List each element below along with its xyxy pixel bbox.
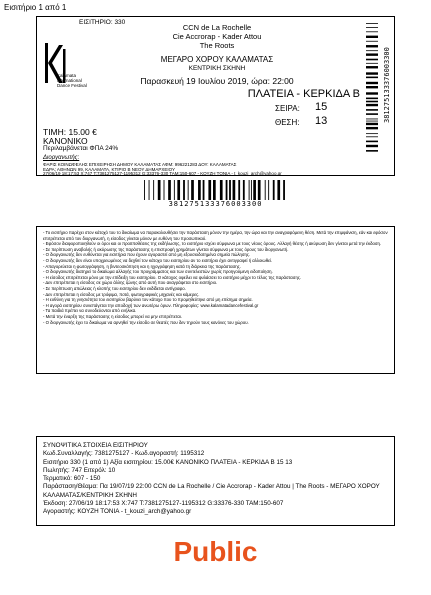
barcode-bar (153, 180, 154, 200)
barcode-bar (366, 50, 378, 51)
barcode-bar (366, 63, 378, 64)
barcode-bar (366, 141, 378, 143)
barcode-bar (183, 180, 185, 200)
event-datetime: Παρασκευή 19 Ιουλίου 2019, ώρα: 22:00 (140, 76, 294, 86)
summary-line: Κωδ.Συναλλαγής: 7381275127 - Κωδ.αγοραστή: 1195312 (43, 450, 205, 458)
barcode-bar (243, 180, 245, 200)
summary-line: Τερματικό: 607 - 150 (43, 475, 101, 483)
terms-item: - Η είσοδος επιτρέπεται μόνο με την επίδειξη του εισιτηρίου. Ο κάτοχος οφείλει να φυλάσσει το εισιτήριο μέχρι το τέλος της παράστασης. (43, 274, 302, 280)
barcode-bar (366, 45, 378, 47)
barcode-bar (188, 180, 189, 200)
barcode-bar (366, 145, 378, 147)
seat-label: ΘΕΣΗ: (275, 118, 300, 127)
barcode-bar (366, 127, 378, 129)
barcode-bar (366, 77, 378, 79)
event-line-2: Cie Accrorap - Kader Attou (172, 32, 262, 41)
terms-item: - Ο διοργανωτής δεν ευθύνεται για εισιτήρια που έχουν αγοραστεί από μη εξουσιοδοτημένα σημεία πώλησης. (43, 252, 251, 258)
barcode-bar (144, 180, 145, 200)
terms-item: - Η αγορά εισιτηρίου συνεπάγεται την αποδοχή των ανωτέρω όρων. Πληροφορίες: www.kalamatadancefestival.gr (43, 302, 259, 308)
terms-item: - Σε περίπτωση απώλειας ή κλοπής του εισιτηρίου δεν εκδίδεται αντίγραφο. (43, 285, 186, 291)
ticket-category: ΚΑΝΟΝΙΚΟ (43, 136, 88, 146)
barcode-bar (277, 180, 280, 200)
terms-item: - Το εισιτήριο παρέχει στον κάτοχό του το δικαίωμα να παρακολουθήσει την παράσταση μόνον την ημέρα, την ώρα και την αναγραφόμενη θέση. Μετά την επιμφάνιση, εάν και εφόσον επιτρέπεται από τον διοργανωτή, η είσοδος γίνεται μόνον με ευθύνη του προσωπικού. (43, 230, 388, 241)
summary-lines (43, 450, 388, 516)
horizontal-barcode (144, 180, 288, 200)
barcode-bar (251, 180, 252, 200)
barcode-bar (366, 31, 378, 32)
barcode-bar (229, 180, 231, 200)
seating-zone: ΠΛΑΤΕΙΑ - ΚΕΡΚΙΔΑ Β (247, 88, 360, 100)
summary-title: ΣΥΝΟΨΙΤΙΚΑ ΣΤΟΙΧΕΙΑ ΕΙΣΙΤΗΡΙΟΥ (43, 442, 148, 449)
barcode-bar (208, 180, 211, 200)
terms-item: - Δεν επιτρέπεται η είσοδος σε χώρο άλλης ζώνης από αυτή που αναγράφεται στο εισιτήριο. (43, 280, 218, 286)
barcode-bar (366, 92, 378, 94)
barcode-bar (366, 36, 378, 38)
barcode-bar (366, 98, 378, 100)
barcode-bar (198, 180, 201, 200)
terms-item: - Ο διοργανωτής διατηρεί το δικαίωμα αλλαγής του προγράμματος και των συντελεστών χωρίς προηγούμενη ειδοποίηση. (43, 269, 273, 275)
barcode-bar (366, 123, 378, 125)
barcode-bar (233, 180, 236, 200)
summary-line: ΚΑΛΑΜΑΤΑΣ/ΚΕΝΤΡΙΚΗ ΣΚΗΝΗ (43, 491, 137, 499)
barcode-bar (177, 180, 180, 200)
barcode-bar (174, 180, 175, 200)
barcode-bar (366, 101, 378, 103)
barcode-bar (258, 180, 261, 200)
barcode-bar (366, 86, 378, 88)
summary-line: Πωλητής: 747 Ειτερόλ: 10 (43, 466, 116, 474)
barcode-bar (249, 180, 250, 200)
logo-subtitle: Kalamata International Dance Festival (57, 73, 87, 88)
barcode-bar (366, 53, 378, 55)
barcode-bar (366, 59, 378, 61)
barcode-bar (168, 180, 171, 200)
event-line-3: The Roots (199, 41, 235, 50)
barcode-number: 381275133376003300 (168, 200, 263, 208)
barcode-bar (149, 180, 150, 200)
barcode-bar (366, 136, 378, 137)
summary-line: Εισιτήριο 330 (1 από 1) Αξία εισιτηρίου: 15.00€ ΚΑΝΟΝΙΚΟ ΠΛΑΤΕΙΑ - ΚΕΡΚΙΔΑ Β 15 13 (43, 458, 293, 466)
organizer-address: ΕΔΡΑ: ΑΘΗΝΩΝ 99, ΚΑΛΑΜΑΤΑ, ΚΤΙΡΙΟ Β ΝΕΟΥ ΔΗΜΑΡΧΕΙΟΥ (43, 167, 175, 172)
barcode-bar (158, 180, 161, 200)
issue-line: 27/06/19 18:17:53 X:747 T:7381275127-1195312 G:33376-330 TAM:150-607 - ΚΟΥΖΗ ΤΟΝΙΑ - t_kouzi_arch@yahoo.gr (43, 171, 282, 176)
barcode-bar (220, 180, 223, 200)
organizer-label: Διοργανωτής: (43, 155, 80, 161)
terms-item: - Εφόσον διαφοροποιηθούν οι όροι και οι προϋποθέσεις της εκδήλωσης, το εισιτήριο ισχύει σύμφωνα με τους νέους όρους. Αλλαγή θέσης ή ακύρωση δεν γίνεται μετά την έκδοση. (43, 241, 382, 247)
venue: ΜΕΓΑΡΟ ΧΟΡΟΥ ΚΑΛΑΜΑΤΑΣ (160, 55, 274, 64)
barcode-bar (366, 150, 378, 152)
barcode-bar (366, 109, 378, 111)
barcode-bar (283, 180, 285, 200)
stage: ΚΕΝΤΡΙΚΗ ΣΚΗΝΗ (188, 65, 246, 72)
barcode-bar (164, 180, 165, 200)
barcode-bar (366, 66, 378, 68)
barcode-bar (366, 41, 378, 42)
barcode-bar (273, 180, 275, 200)
terms-item: - Απαγορεύεται η φωτογράφηση, η βιντεοσκόπηση και η ηχογράφηση κατά τη διάρκεια της παράστασης. (43, 263, 241, 269)
barcode-bar (268, 180, 269, 200)
summary-line: Αγοραστής: ΚΟΥΖΗ ΤΟΝΙΑ - t_kouzi_arch@yahoo.gr (43, 508, 192, 516)
terms-item: - Μετά την έναρξη της παράστασης η είσοδος μπορεί να μην επιτρέπεται. (43, 313, 183, 319)
terms-item: - Ο διοργανωτής έχει το δικαίωμα να αρνηθεί την είσοδο σε θεατές που δεν τηρούν τους κανόνες του χώρου. (43, 319, 249, 325)
event-line-1: CCN de La Rochelle (182, 23, 252, 32)
seat-value: 13 (315, 115, 328, 127)
terms-item: - Τα παιδιά πρέπει να συνοδεύονται από ενήλικα. (43, 308, 137, 314)
barcode-bar (203, 180, 205, 200)
barcode-bar (366, 113, 378, 115)
summary-box (36, 436, 395, 526)
barcode-bar (366, 119, 378, 120)
terms-item: - Δεν επιτρέπεται η είσοδος με τρόφιμα, ποτά, φωτογραφικές μηχανές και κάμερες. (43, 291, 200, 297)
row-value: 15 (315, 101, 328, 113)
barcode-bar (366, 133, 378, 134)
page-label: Εισιτήριο 1 από 1 (4, 3, 67, 12)
organizer-name: ΦΑΡΙΣ ΚΟΙΝΩΦΕΛΗΣ ΕΠΙΧΕΙΡΗΣΗ ΔΗΜΟΥ ΚΑΛΑΜΑΤΑΣ ΑΦΜ: 996221283 ΔΟΥ: ΚΑΛΑΜΑΤΑΣ (43, 162, 237, 167)
barcode-bar (366, 23, 378, 24)
barcode-bar (226, 180, 228, 200)
terms-item: - Σε περίπτωση αναβολής ή ακύρωσης της παράστασης η επιστροφή χρημάτων γίνεται σύμφωνα με τους όρους του διοργανωτή. (43, 246, 289, 252)
vat-note: Περιλαμβάνεται ΦΠΑ 24% (43, 145, 119, 152)
barcode-bar (366, 121, 378, 122)
terms-box (36, 226, 395, 374)
ticket-price: ΤΙΜΗ: 15.00 € (43, 127, 97, 137)
barcode-bar (366, 27, 378, 28)
ticket (36, 16, 395, 176)
vertical-barcode-number: 381275133376003300 (383, 47, 391, 123)
summary-line: Έκδοση: 27/06/19 18:17:53 X:747 T:7381275127-1195312 G:33376-330 TAM:150-607 (43, 500, 284, 508)
barcode-bar (238, 180, 240, 200)
summary-line: Παράσταση/Θέαμα: Πα 19/07/19 22:00 CCN de La Rochelle / Cie Accrorap - Kader Attou | The Roots - ΜΕΓΑΡΟ ΧΟΡΟΥ (43, 483, 380, 491)
terms-item: - Η ευθύνη για τη γνησιότητα του εισιτηρίου βαρύνει τον κάτοχο που το προμηθεύτηκε από μη επίσημα σημεία. (43, 297, 253, 303)
public-logo: Public (173, 536, 258, 567)
barcode-bar (366, 104, 378, 106)
barcode-bar (213, 180, 216, 200)
barcode-bar (366, 82, 378, 84)
barcode-bar (191, 180, 194, 200)
row-label: ΣΕΙΡΑ: (275, 104, 300, 113)
terms-item: - Ο διοργανωτής δεν είναι υποχρεωμένος να δεχθεί τον κάτοχο του εισιτηρίου αν το εισιτήριο έχει αντιγραφεί ή αλλοιωθεί. (43, 257, 273, 263)
barcode-bar (253, 180, 256, 200)
barcode-bar (366, 72, 378, 74)
barcode-bar (265, 180, 266, 200)
ticket-number: ΕΙΣΙΤΗΡΙΟ: 330 (79, 19, 126, 26)
